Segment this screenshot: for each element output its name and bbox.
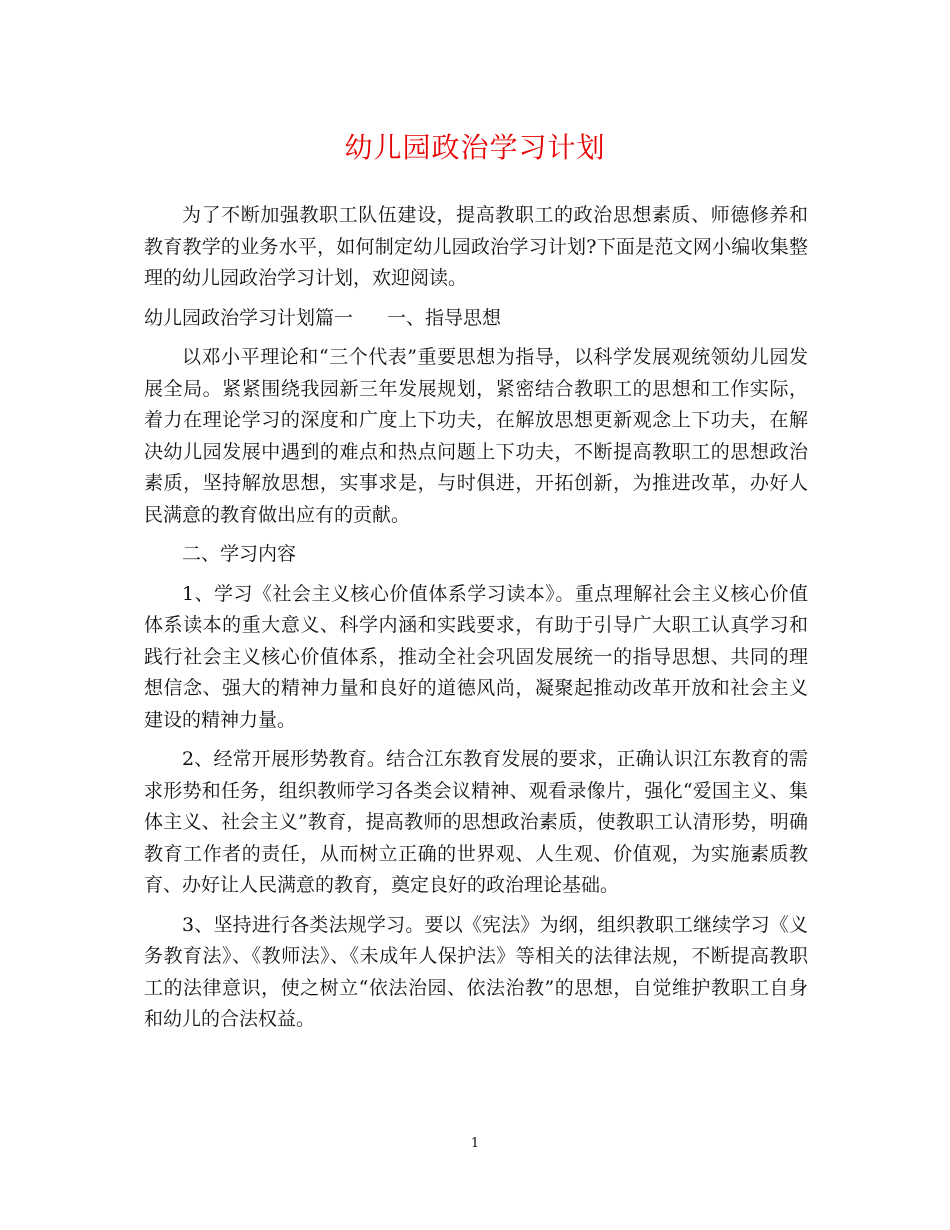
content-heading: 二、学习内容 — [182, 543, 297, 565]
section-heading-line — [144, 303, 808, 335]
item2-paragraph: 2、经常开展形势教育。结合江东教育发展的要求，正确认识江东教育的需求形势和任务，组织教师学习各类会议精神、观看录像片，强化“爱国主义、集体主义、社会主义”教育，提高教师的思想政治素质，使教职工认清形势，明确教育工作者的责任，从而树立正确的世界观、人生观、价值观，为实施素质教育、办好让人民满意的教育，奠定良好的政治理论基础。 — [144, 748, 808, 896]
page-number: 1 — [470, 1136, 480, 1151]
guiding-heading: 一、指导思想 — [387, 306, 502, 329]
item3-paragraph: 3、坚持进行各类法规学习。要以《宪法》为纲，组织教职工继续学习《义务教育法》、《教师法》、《未成年人保护法》等相关的法律法规，不断提高教职工的法律意识，使之树立“依法治园、依法治教”的思想，自觉维护教职工自身和幼儿的合法权益。 — [144, 913, 808, 1030]
section-label: 幼儿园政治学习计划篇一 — [144, 306, 354, 329]
guiding-paragraph: 以邓小平理论和“三个代表”重要思想为指导，以科学发展观统领幼儿园发展全局。紧紧围绕我园新三年发展规划，紧密结合教职工的思想和工作实际，着力在理论学习的深度和广度上下功夫，在解放思想更新观念上下功夫，在解决幼儿园发展中遇到的难点和热点问题上下功夫，不断提高教职工的思想政治素质，坚持解放思想，实事求是，与时俱进，开拓创新，为推进改革，办好人民满意的教育做出应有的贡献。 — [144, 346, 808, 526]
intro-paragraph: 为了不断加强教职工队伍建设，提高教职工的政治思想素质、师德修养和教育教学的业务水平，如何制定幼儿园政治学习计划?下面是范文网小编收集整理的幼儿园政治学习计划，欢迎阅读。 — [144, 204, 808, 289]
document-body — [144, 200, 808, 1036]
document-title: 幼儿园政治学习计划 — [344, 131, 606, 164]
item1-paragraph: 1、学习《社会主义核心价值体系学习读本》。重点理解社会主义核心价值体系读本的重大意义、科学内涵和实践要求，有助于引导广大职工认真学习和践行社会主义核心价值体系，推动全社会巩固发展统一的指导思想、共同的理想信念、强大的精神力量和良好的道德风尚，凝聚起推动改革开放和社会主义建设的精神力量。 — [144, 582, 808, 731]
